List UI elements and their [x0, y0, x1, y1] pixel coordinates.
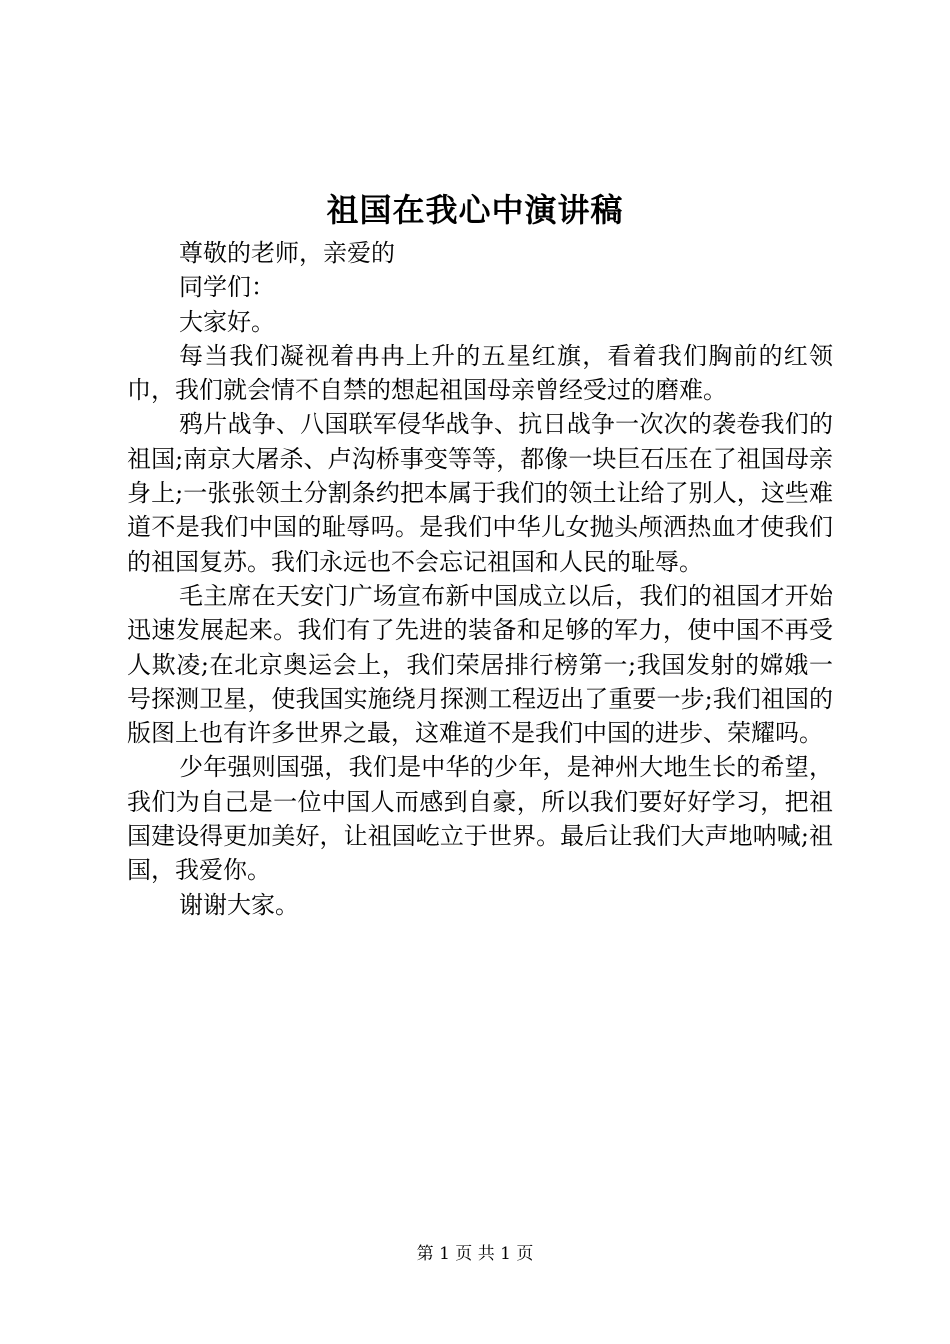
body-paragraph: 少年强则国强，我们是中华的少年，是神州大地生长的希望，我们为自己是一位中国人而感到自豪，所以我们要好好学习，把祖国建设得更加美好，让祖国屹立于世界。最后让我们大声地呐喊;祖国，我爱你。: [127, 753, 833, 885]
greeting-line: 大家好。: [179, 307, 275, 336]
page-footer: 第 1 页 共 1 页: [416, 1244, 534, 1264]
body-paragraph: 毛主席在天安门广场宣布新中国成立以后，我们的祖国才开始迅速发展起来。我们有了先进的装备和足够的军力，使中国不再受人欺凌;在北京奥运会上，我们荣居排行榜第一;我国发射的嫦娥一号探测卫星，使我国实施绕月探测工程迈出了重要一步;我们祖国的版图上也有许多世界之最，这难道不是我们中国的进步、荣耀吗。: [127, 581, 833, 748]
salutation-line-1: 尊敬的老师，亲爱的: [179, 239, 395, 267]
body-paragraph: 鸦片战争、八国联军侵华战争、抗日战争一次次的袭卷我们的祖国;南京大屠杀、卢沟桥事变等等，都像一块巨石压在了祖国母亲身上;一张张领土分割条约把本属于我们的领土让给了别人，这些难道不是我们中国的耻辱吗。是我们中华儿女抛头颅洒热血才使我们的祖国复苏。我们永远也不会忘记祖国和人民的耻辱。: [127, 410, 833, 576]
salutation-line-2: 同学们：: [179, 273, 275, 302]
body-paragraph: 每当我们凝视着冉冉上升的五星红旗，看着我们胸前的红领巾，我们就会情不自禁的想起祖国母亲曾经受过的磨难。: [127, 341, 833, 405]
closing-line: 谢谢大家。: [179, 890, 299, 919]
document-body: [127, 236, 833, 922]
document-title: 祖国在我心中演讲稿: [326, 191, 624, 229]
